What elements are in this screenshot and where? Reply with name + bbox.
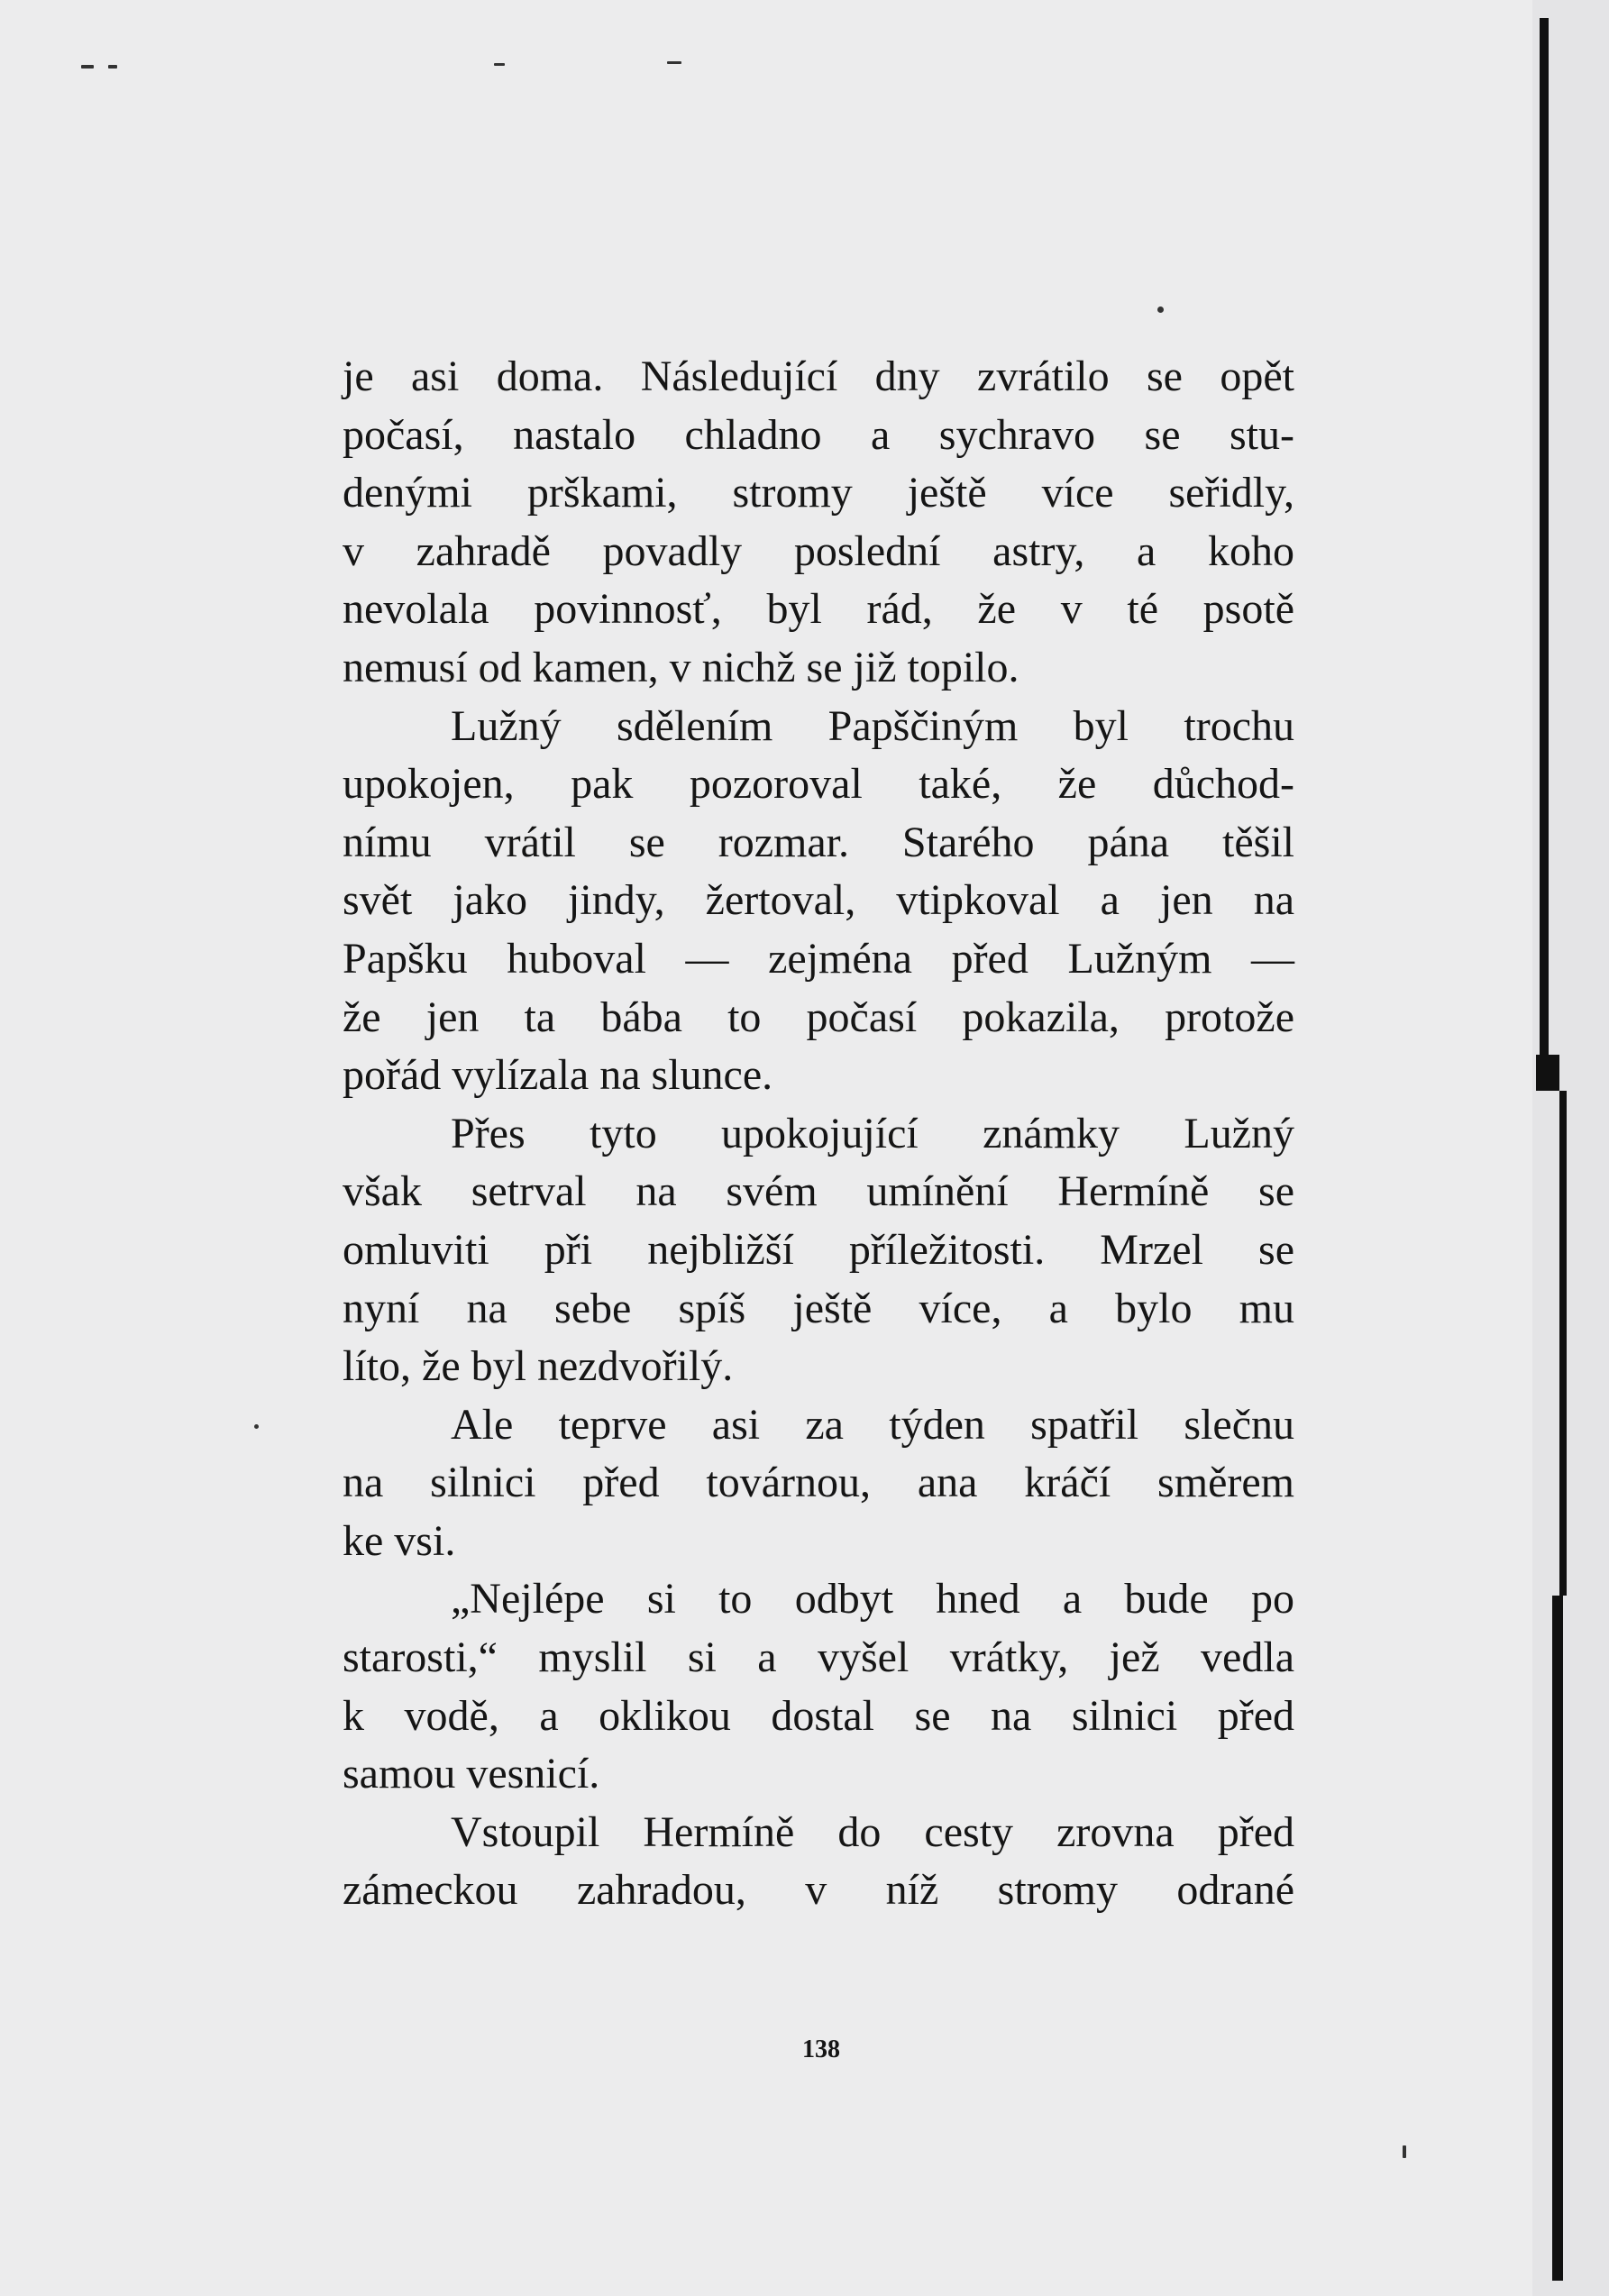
text-line: že jen ta bába to počasí pokazila, protože [343, 992, 1294, 1041]
text-line: Ale teprve asi za týden spatřil slečnu [451, 1400, 1294, 1449]
text-line: denými prškami, stromy ještě více seřidly, [343, 469, 1294, 517]
scan-speck [667, 61, 681, 64]
text-line: svět jako jindy, žertoval, vtipkoval a jen na [343, 876, 1294, 925]
scan-speck [108, 65, 117, 69]
text-line: Vstoupil Hermíně do cesty zrovna před [451, 1807, 1294, 1856]
edge-line [1536, 1055, 1559, 1091]
text-line: nímu vrátil se rozmar. Starého pána těšil [343, 818, 1294, 866]
text-line: Lužný sdělením Papščiným byl trochu [451, 701, 1294, 750]
edge-line [1552, 1596, 1563, 2281]
text-line: zámeckou zahradou, v níž stromy odrané [343, 1866, 1294, 1915]
body-text [343, 348, 1294, 1920]
page-number: 138 [802, 2035, 840, 2063]
text-line: „Nejlépe si to odbyt hned a bude po [451, 1575, 1294, 1624]
text-line: Papšku huboval — zejména před Lužným — [343, 934, 1294, 983]
text-line: pořád vylízala na slunce. [343, 1051, 773, 1100]
text-line: omluviti při nejbližší příležitosti. Mrzel se [343, 1225, 1294, 1274]
scan-speck [1157, 306, 1164, 313]
text-line: k vodě, a oklikou dostal se na silnici před [343, 1691, 1294, 1740]
text-line: nevolala povinnosť, byl rád, že v té psotě [343, 585, 1294, 634]
text-line: starosti,“ myslil si a vyšel vrátky, jež vedla [343, 1633, 1294, 1682]
scan-speck [1403, 2145, 1406, 2158]
text-line: ke vsi. [343, 1516, 456, 1565]
text-line: nyní na sebe spíš ještě více, a bylo mu [343, 1284, 1294, 1332]
text-line: Přes tyto upokojující známky Lužný [451, 1109, 1294, 1157]
text-line: nemusí od kamen, v nichž se již topilo. [343, 643, 1019, 691]
text-line: samou vesnicí. [343, 1750, 600, 1798]
scan-speck [81, 65, 94, 69]
scan-speck [254, 1424, 259, 1429]
text-line: počasí, nastalo chladno a sychravo se stu- [343, 410, 1294, 459]
text-line: je asi doma. Následující dny zvrátilo se opět [343, 352, 1294, 400]
text-line: v zahradě povadly poslední astry, a koho [343, 526, 1294, 575]
edge-line [1559, 1091, 1567, 1596]
text-line: na silnici před továrnou, ana kráčí směrem [343, 1459, 1294, 1507]
scan-speck [494, 63, 505, 66]
text-line: však setrval na svém umínění Hermíně se [343, 1167, 1294, 1216]
text-line: upokojen, pak pozoroval také, že důchod- [343, 760, 1294, 809]
text-line: líto, že byl nezdvořilý. [343, 1342, 734, 1391]
edge-line [1540, 18, 1549, 1055]
